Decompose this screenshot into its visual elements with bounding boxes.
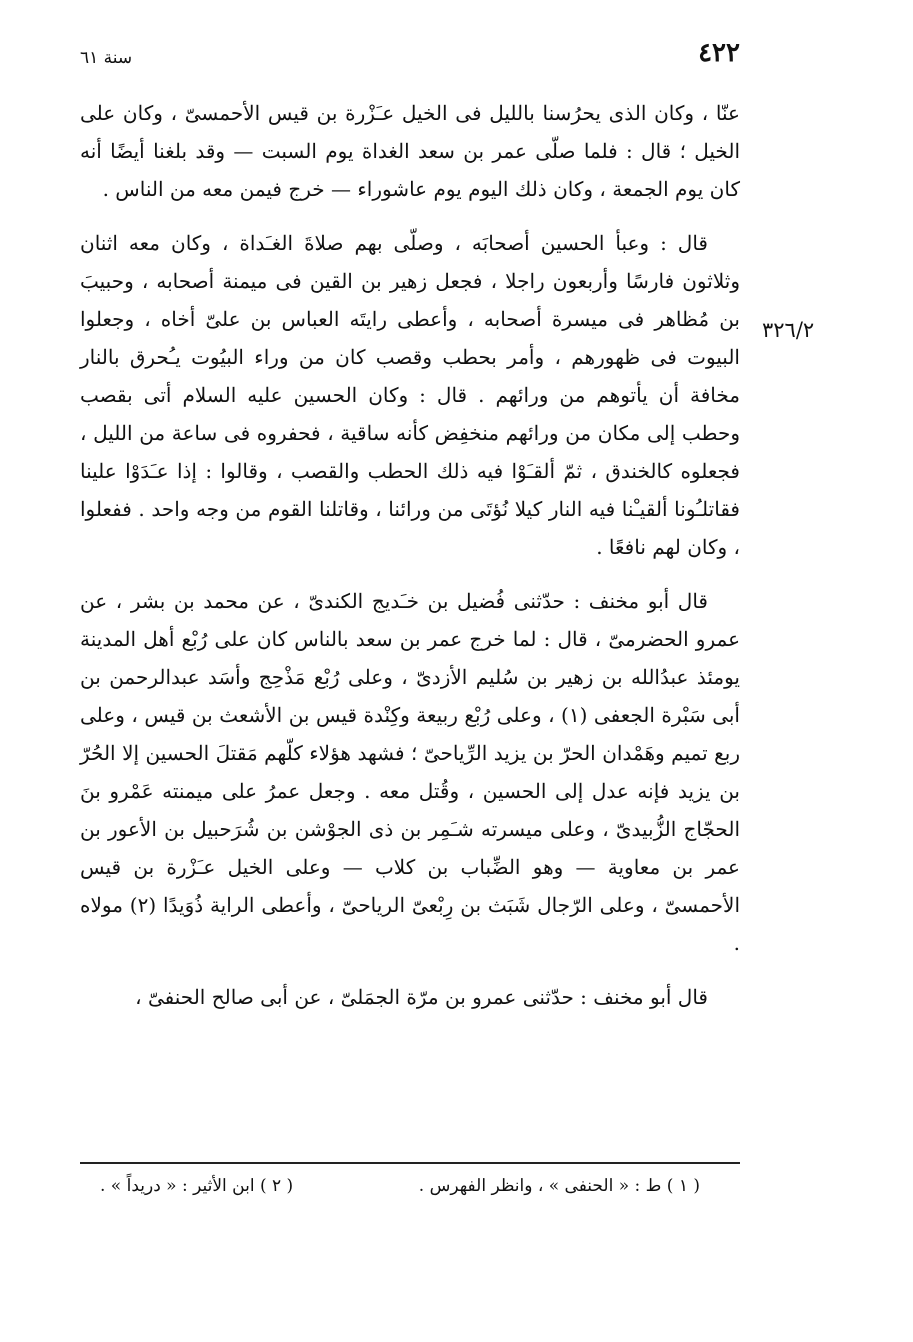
footnote-2: ( ٢ ) ابن الأثير : « دريداً » . [100,1176,294,1196]
paragraph-1: عنّا ، وكان الذى يحرُسنا بالليل فى الخيل عـَزْرة بن قيس الأحمسىّ ، وكان على الخيل ؛ قال : فلما صلّى عمر بن سعد الغداة يوم السبت — وقد بلغنا أيضًا أنه كان يوم الجمعة ، وكان ذلك اليوم يوم عاشوراء — خرج فيمن معه من الناس . [80,101,740,201]
paragraph-4: قال أبو مخنف : حدّثنى عمرو بن مرّة الجمَلىّ ، عن أبى صالح الحنفىّ ، [135,985,708,1009]
footnotes [80,1172,740,1212]
margin-reference: ٣٢٦/٢ [762,318,815,342]
page-header [80,38,740,74]
page-number: ٤٢٢ [698,38,740,68]
main-text [80,94,740,1032]
paragraph-3: قال أبو مخنف : حدّثنى فُضيل بن خـَديج الكندىّ ، عن محمد بن بشر ، عن عمرو الحضرمىّ ، قال : لما خرج عمر بن سعد بالناس كان على رُبْع أهل المدينة يومئذ عبدُالله بن زهير بن سُليم الأزدىّ ، وعلى رُبْع مَذْحِج وأسَد عبدالرحمن بن أبى سَبْرة الجعفى (١) ، وعلى رُبْع ربيعة وكِنْدة قيس بن الأشعث بن قيس ، وعلى ربع تميم وهَمْدان الحرّ بن يزيد الرِّياحىّ ؛ فشهد هؤلاء كلّهم مَقتلَ الحسين إلا الحُرّ بن يزيد فإنه عدل إلى الحسين ، وقُتل معه . وجعل عمرُ على ميمنته عَمْرو بنَ الحجّاج الزُّبيدىّ ، وعلى ميسرته شـَمِر بن ذى الجوْشن بن شُرَحبيل بن الأعور بن عمر بن معاوية — وهو الضِّباب بن كلاب — وعلى الخيل عـَزْرة بن قيس الأحمسىّ ، وعلى الرّجال شَبَث بن رِبْعىّ الرياحىّ ، وأعطى الراية ذُوَيدًا (٢) مولاه . [80,589,740,955]
footnote-divider [80,1162,740,1164]
footnote-1: ( ١ ) ط : « الحنفى » ، وانظر الفهرس . [418,1176,700,1196]
paragraph-2: قال : وعبأ الحسين أصحابَه ، وصلّى بهم صلاةَ الغـَداة ، وكان معه اثنان وثلاثون فارسًا وأربعون راجلا ، فجعل زهير بن القين فى ميمنة أصحابه ، وحبيبَ بن مُظاهر فى ميسرة أصحابه ، وأعطى رايتَه العباس بن علىّ أخاه ، وجعلوا البيوت فى ظهورهم ، وأمر بحطب وقصب كان من وراء البيُوت يـُحرق بالنار مخافة أن يأتوهم من ورائهم . قال : وكان الحسين عليه السلام أتى بقصب وحطب إلى مكان من ورائهم منخفِض كأنه ساقية ، فحفروه فى ساعة من الليل ، فجعلوه كالخندق ، ثمّ ألقـَوْا فيه ذلك الحطب والقصب ، وقالوا : إذا عـَدَوْا علينا فقاتلـُونا ألقيـْنا فيه النار كيلا نُؤتَى من ورائنا ، وقاتلنا القوم من وجه واحد . ففعلوا ، وكان لهم نافعًا . [80,231,740,559]
running-head-year: سنة ٦١ [80,48,133,68]
